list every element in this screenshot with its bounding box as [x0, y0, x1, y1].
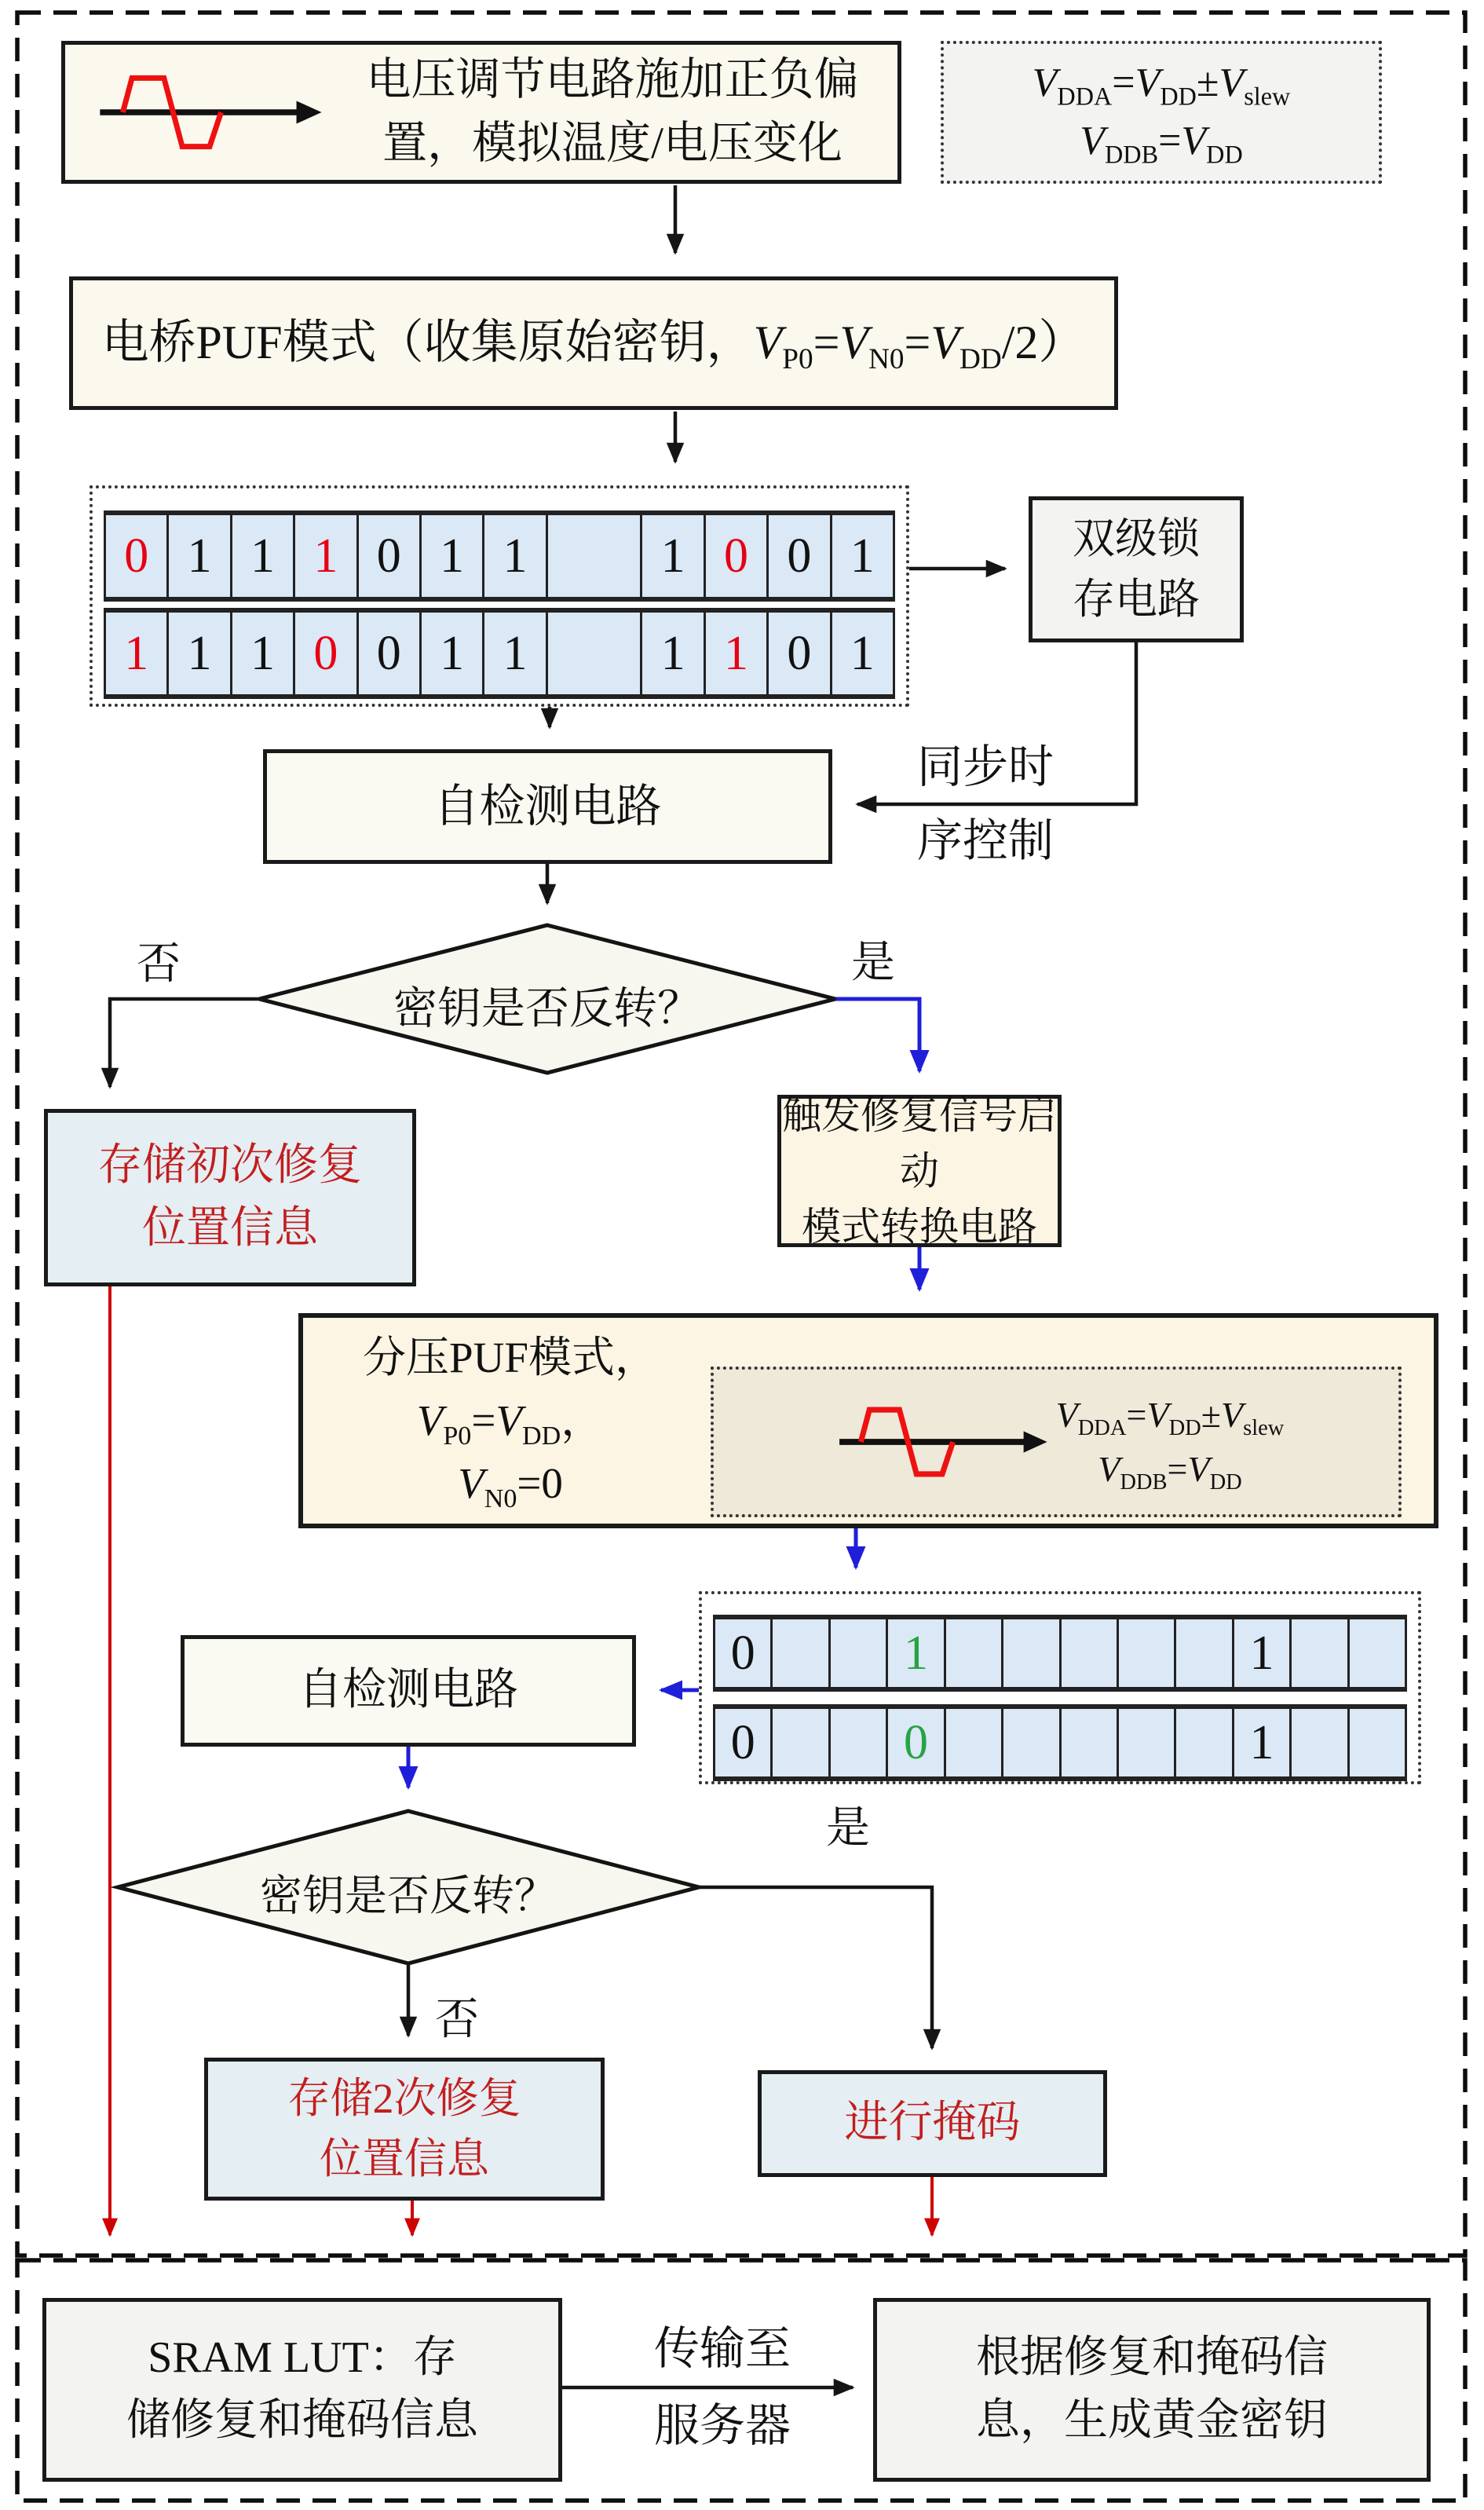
sram-line2: 储修复和掩码信息: [126, 2396, 478, 2445]
store-first-repair-box: [44, 1109, 416, 1286]
voltage-box-line2: 置，模拟温度/电压变化: [382, 119, 843, 168]
voltage-regulation-box: [61, 41, 901, 184]
bit-cell: 0: [704, 513, 769, 599]
raw-key-bit-row-1: [104, 510, 895, 602]
golden-line2: 息，生成黄金密钥: [976, 2396, 1328, 2445]
bit-cell: 0: [713, 1617, 773, 1689]
mask-label: 进行掩码: [844, 2098, 1021, 2148]
bit-cell: [944, 1707, 1003, 1779]
bit-cell: [770, 1617, 830, 1689]
bit-cell: 1: [482, 513, 547, 599]
bit-cell: 1: [886, 1617, 945, 1689]
bit-cell: 0: [766, 513, 832, 599]
bit-cell: [1174, 1617, 1234, 1689]
bit-cell: 1: [1232, 1707, 1292, 1779]
divider-mode-text: [314, 1327, 707, 1514]
self-test-1-label: 自检测电路: [433, 780, 662, 832]
self-test-box-2: [181, 1635, 636, 1747]
bit-cell: 1: [640, 610, 705, 697]
bit-cell: 0: [766, 610, 832, 697]
bit-cell: [546, 610, 643, 697]
bit-cell: [1117, 1617, 1176, 1689]
bridge-mode-text: 电桥PUF模式（收集原始密钥，$V_{P0}=V_{N0}=V_{DD}/2$）: [101, 316, 1086, 376]
trigger-repair-box: [777, 1092, 1062, 1249]
inner-supply-formula-box: [711, 1367, 1402, 1517]
latch-line2: 存电路: [1073, 576, 1200, 623]
edge-decision2-yes-to-mask: [699, 1887, 932, 2048]
yes-label-1: 是: [851, 939, 895, 987]
bit-cell: [1001, 1707, 1061, 1779]
bit-cell: 1: [419, 513, 484, 599]
bit-cell: 1: [830, 513, 895, 599]
bit-cell: [944, 1617, 1003, 1689]
sram-lut-box: [42, 2298, 562, 2482]
bit-cell: [1174, 1707, 1234, 1779]
transfer-label-line2: 服务器: [653, 2400, 791, 2451]
self-test-2-label: 自检测电路: [298, 1666, 518, 1715]
bit-cell: 1: [104, 610, 169, 697]
voltage-box-line1: 电压调节电路施加正负偏: [366, 55, 859, 105]
bit-cell: 0: [104, 513, 169, 599]
bit-cell: [1001, 1617, 1061, 1689]
second-key-bit-row-2: [713, 1704, 1407, 1781]
supply-formula-box: [941, 41, 1382, 184]
divider-line1: 分压PUF模式，: [363, 1334, 658, 1382]
bit-cell: 1: [293, 513, 358, 599]
bit-cell: 1: [830, 610, 895, 697]
bit-cell: 0: [886, 1707, 945, 1779]
sram-line1: SRAM LUT：存: [148, 2333, 457, 2383]
waveform-icon: [92, 62, 327, 163]
bit-cell: [828, 1707, 888, 1779]
inner-vddb-formula: $V_{DDB}=V_{DD}$: [1098, 1449, 1242, 1495]
divider-line3: $V_{N0}=0$: [458, 1458, 563, 1513]
bit-cell: 0: [293, 610, 358, 697]
store2-line1: 存储2次修复: [287, 2075, 521, 2123]
bit-cell: 1: [419, 610, 484, 697]
raw-key-bit-row-2: [104, 608, 895, 699]
bit-cell: [770, 1707, 830, 1779]
bit-cell: 1: [1232, 1617, 1292, 1689]
bit-cell: [1289, 1617, 1349, 1689]
bit-cell: 0: [713, 1707, 773, 1779]
bit-cell: 1: [166, 513, 232, 599]
store-second-repair-box: [204, 2058, 605, 2201]
bit-cell: [1059, 1707, 1119, 1779]
bit-cell: 1: [230, 610, 295, 697]
bit-cell: [546, 513, 643, 599]
edge-decision1-no-to-store1: [110, 999, 259, 1087]
bit-cell: 1: [482, 610, 547, 697]
yes-label-2: 是: [826, 1804, 870, 1853]
masking-box: [758, 2070, 1107, 2177]
latch-line1: 双级锁: [1073, 515, 1200, 563]
edge-decision1-yes-to-trigger: [835, 999, 919, 1071]
waveform-icon-small: [828, 1395, 1056, 1489]
bit-cell: [1347, 1707, 1407, 1779]
bit-cell: 1: [640, 513, 705, 599]
no-label-2: 否: [435, 1996, 479, 2044]
no-label-1: 否: [137, 940, 181, 989]
golden-key-box: [873, 2298, 1431, 2482]
bit-cell: [1289, 1707, 1349, 1779]
bridge-puf-mode-box: [69, 276, 1118, 410]
bit-cell: [1059, 1617, 1119, 1689]
sync-timing-label-line2: 序控制: [916, 815, 1054, 866]
decision-2-label: 密钥是否反转？: [260, 1872, 557, 1919]
store1-line1: 存储初次修复: [98, 1141, 362, 1191]
bit-cell: [1117, 1707, 1176, 1779]
bit-cell: [828, 1617, 888, 1689]
bit-cell: 1: [704, 610, 769, 697]
vddb-formula: $V_{DDB}=V_{DD}$: [1080, 119, 1243, 169]
vdda-formula: $V_{DDA}=V_{DD}\pm V_{slew}$: [1032, 60, 1291, 111]
trigger-line2: 模式转换电路: [802, 1204, 1037, 1249]
golden-line1: 根据修复和掩码信: [976, 2333, 1328, 2383]
trigger-line1: 触发修复信号启动: [782, 1092, 1057, 1193]
sync-timing-label-line1: 同步时: [916, 741, 1054, 792]
self-test-box-1: [263, 749, 832, 864]
bit-cell: 1: [230, 513, 295, 599]
bit-cell: 0: [356, 610, 422, 697]
bit-cell: 1: [166, 610, 232, 697]
transfer-label-line1: 传输至: [653, 2323, 791, 2374]
two-stage-latch-box: [1029, 496, 1244, 642]
inner-vdda-formula: $V_{DDA}=V_{DD}\pm V_{slew}$: [1055, 1395, 1285, 1441]
bit-cell: 0: [356, 513, 422, 599]
store1-line2: 位置信息: [142, 1204, 318, 1253]
decision-1-label: 密钥是否反转？: [393, 985, 701, 1034]
bit-cell: [1347, 1617, 1407, 1689]
divider-line2: $V_{P0}=V_{DD}$，: [416, 1396, 605, 1451]
second-key-bit-row-1: [713, 1615, 1407, 1692]
store2-line2: 位置信息: [320, 2135, 489, 2183]
